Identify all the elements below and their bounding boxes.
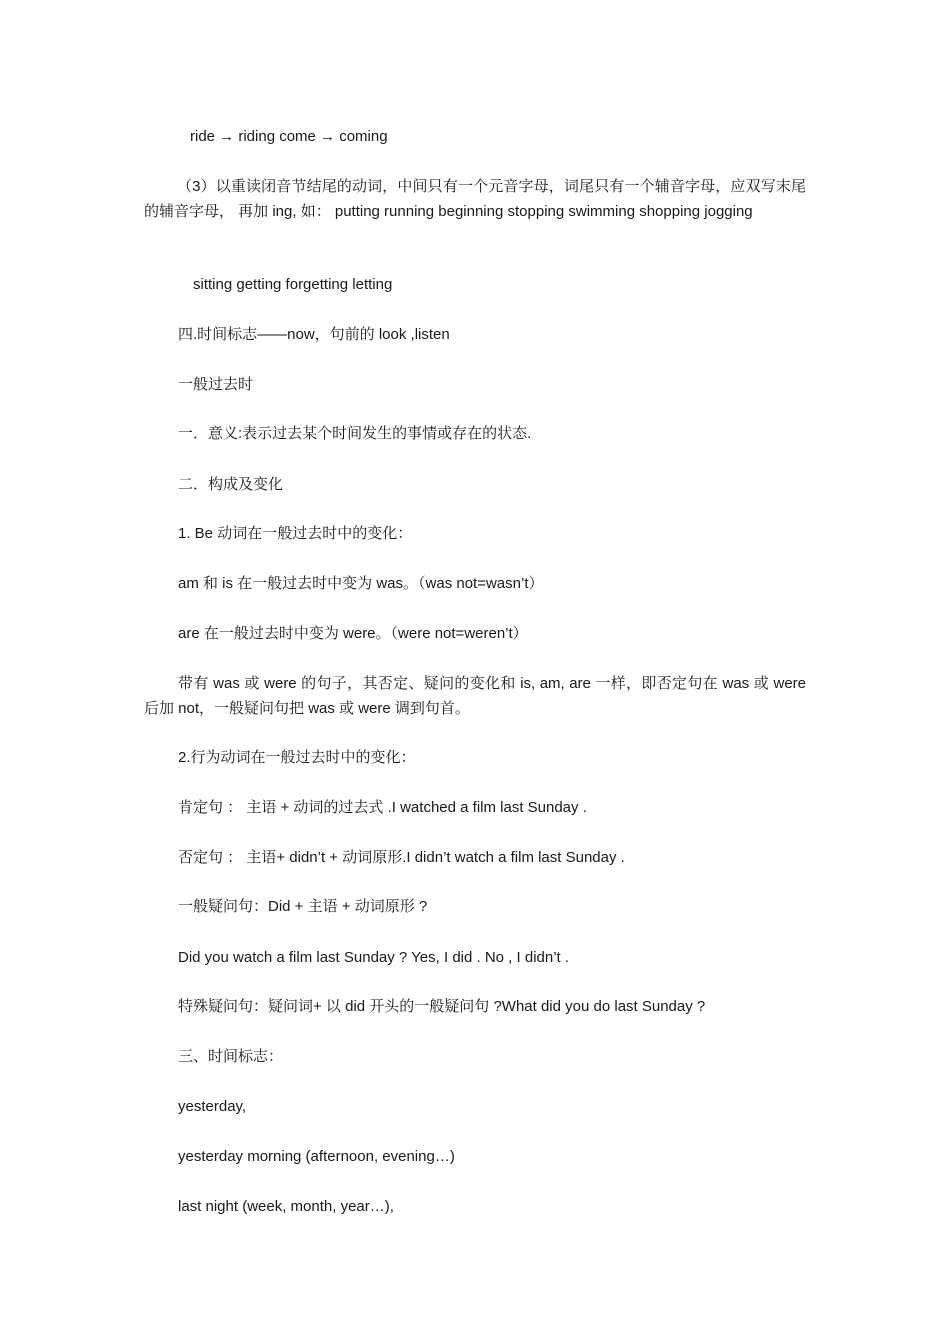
section-heading: 三、时间标志： bbox=[178, 1048, 284, 1065]
text-line: yesterday, bbox=[178, 1098, 247, 1115]
text-line: 2.行为动词在一般过去时中的变化： bbox=[178, 749, 416, 766]
paragraph: 带有 was 或 were 的句子，其否定、疑问的变化和 is, am, are 一样，即否定句在 was 或 were 后加 not，一般疑问句把 was 或 were 调到句首。 bbox=[144, 675, 806, 717]
text-line: 1. Be 动词在一般过去时中的变化： bbox=[178, 525, 413, 542]
text-line: 肯定句 ： 主语 + 动词的过去式 .I watched a film last Sunday . bbox=[178, 799, 587, 816]
section-heading: 四.时间标志——now，句前的 look ,listen bbox=[178, 326, 450, 343]
text-line: sitting getting forgetting letting bbox=[193, 276, 393, 293]
text-line: Did you watch a film last Sunday ? Yes, I did . No , I didn’t . bbox=[178, 949, 570, 966]
text-line: yesterday morning (afternoon, evening…) bbox=[178, 1148, 455, 1165]
text-line: ride → riding come → coming bbox=[190, 128, 388, 145]
text-line: am 和 is 在一般过去时中变为 was。（was not=wasn’t） bbox=[178, 575, 544, 592]
text-line: 一般疑问句：Did + 主语 + 动词原形 ? bbox=[178, 898, 428, 915]
text-line: 否定句 ： 主语+ didn’t + 动词原形.I didn’t watch a film last Sunday . bbox=[178, 849, 625, 866]
section-heading: 二．构成及变化 bbox=[178, 476, 284, 493]
paragraph: （3）以重读闭音节结尾的动词，中间只有一个元音字母，词尾只有一个辅音字母，应双写末尾的辅音字母， 再加 ing, 如： putting running beginning stopping swimming shopping jogging bbox=[144, 178, 806, 220]
section-heading: 一般过去时 bbox=[178, 376, 254, 393]
text-line: last night (week, month, year…), bbox=[178, 1198, 394, 1215]
text-line: 特殊疑问句：疑问词+ 以 did 开头的一般疑问句 ?What did you do last Sunday ? bbox=[178, 998, 706, 1015]
text-line: 一．意义:表示过去某个时间发生的事情或存在的状态. bbox=[178, 425, 532, 442]
text-line: are 在一般过去时中变为 were。（were not=weren’t） bbox=[178, 625, 528, 642]
